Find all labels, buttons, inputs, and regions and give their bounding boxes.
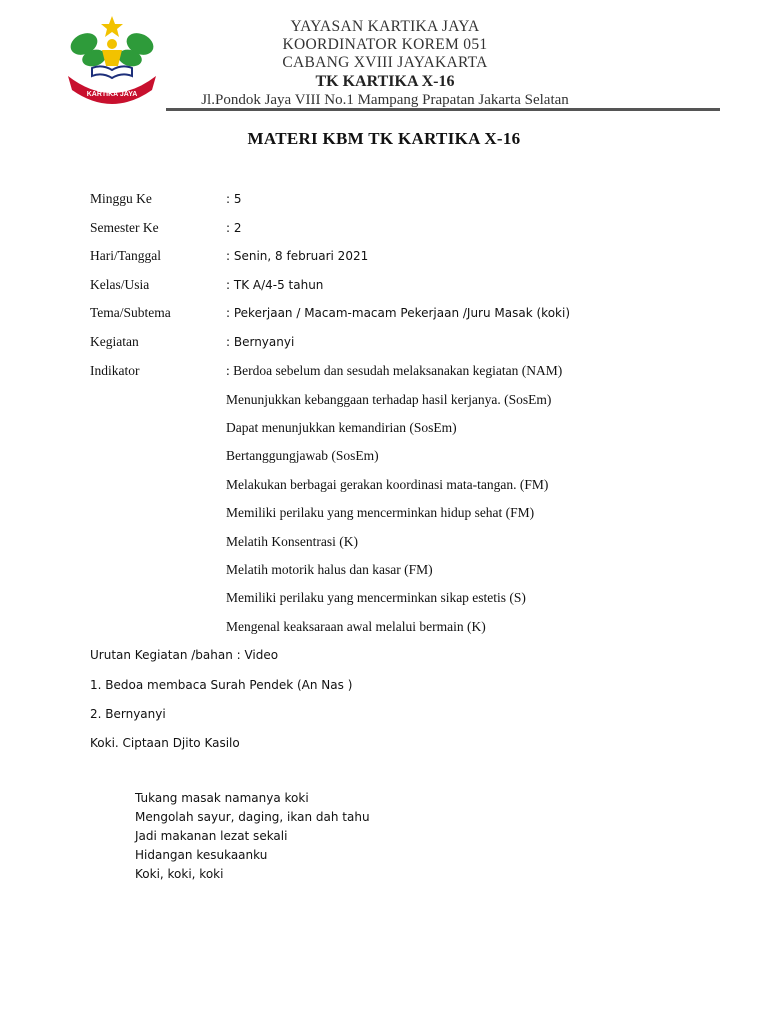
indicator-item: Menunjukkan kebanggaan terhadap hasil kerjanya. (SosEm)	[226, 392, 552, 407]
info-value: : Senin, 8 februari 2021	[226, 249, 369, 263]
school-logo	[64, 14, 160, 106]
song-lyrics	[135, 789, 370, 884]
lyric-line: Jadi makanan lezat sekali	[135, 829, 288, 843]
indicator-item: Mengenal keaksaraan awal melalui bermain (K)	[226, 619, 486, 634]
organization-header	[180, 18, 590, 109]
indicator-item: Dapat menunjukkan kemandirian (SosEm)	[226, 420, 457, 435]
info-value: : TK A/4-5 tahun	[226, 278, 324, 292]
activity-heading: Urutan Kegiatan /bahan : Video	[90, 648, 279, 662]
info-value: : Pekerjaan / Macam-macam Pekerjaan /Juru Masak (koki)	[226, 306, 570, 320]
org-branch: CABANG XVIII JAYAKARTA	[282, 54, 488, 71]
indicator-item: Melatih Konsentrasi (K)	[226, 534, 358, 549]
info-value: : Bernyanyi	[226, 335, 295, 349]
info-label: Hari/Tanggal	[90, 248, 162, 263]
indicator-item: Melakukan berbagai gerakan koordinasi mata-tangan. (FM)	[226, 477, 549, 492]
header-divider	[166, 108, 720, 111]
svg-text:KARTIKA JAYA: KARTIKA JAYA	[86, 91, 138, 98]
activity-step-2: 2. Bernyanyi	[90, 707, 166, 721]
info-label: Kelas/Usia	[90, 277, 150, 292]
indicator-item: Memiliki perilaku yang mencerminkan sikap estetis (S)	[226, 590, 526, 605]
lyric-line: Tukang masak namanya koki	[135, 791, 309, 805]
school-name: TK KARTIKA X-16	[315, 73, 455, 90]
org-name: YAYASAN KARTIKA JAYA	[290, 18, 480, 35]
document-title: MATERI KBM TK KARTIKA X-16	[247, 129, 521, 148]
info-value: : 5	[226, 192, 242, 206]
info-label: Indikator	[90, 363, 140, 378]
indicator-item: Bertanggungjawab (SosEm)	[226, 448, 379, 463]
song-title: Koki. Ciptaan Djito Kasilo	[90, 736, 240, 750]
lyric-line: Mengolah sayur, daging, ikan dah tahu	[135, 810, 370, 824]
org-coordinator: KOORDINATOR KOREM 051	[282, 36, 488, 53]
info-label: Kegiatan	[90, 334, 139, 349]
info-label: Minggu Ke	[90, 191, 152, 206]
indicator-item: Memiliki perilaku yang mencerminkan hidup sehat (FM)	[226, 505, 535, 520]
lyric-line: Koki, koki, koki	[135, 867, 224, 881]
activity-step-1: 1. Bedoa membaca Surah Pendek (An Nas )	[90, 678, 353, 692]
info-value: : 2	[226, 221, 242, 235]
school-address: Jl.Pondok Jaya VIII No.1 Mampang Prapatan Jakarta Selatan	[201, 92, 569, 108]
info-label: Tema/Subtema	[90, 305, 171, 320]
info-label: Semester Ke	[90, 220, 159, 235]
indicator-item: Melatih motorik halus dan kasar (FM)	[226, 562, 433, 577]
info-value: : Berdoa sebelum dan sesudah melaksanakan kegiatan (NAM)	[226, 363, 563, 378]
lyric-line: Hidangan kesukaanku	[135, 848, 268, 862]
